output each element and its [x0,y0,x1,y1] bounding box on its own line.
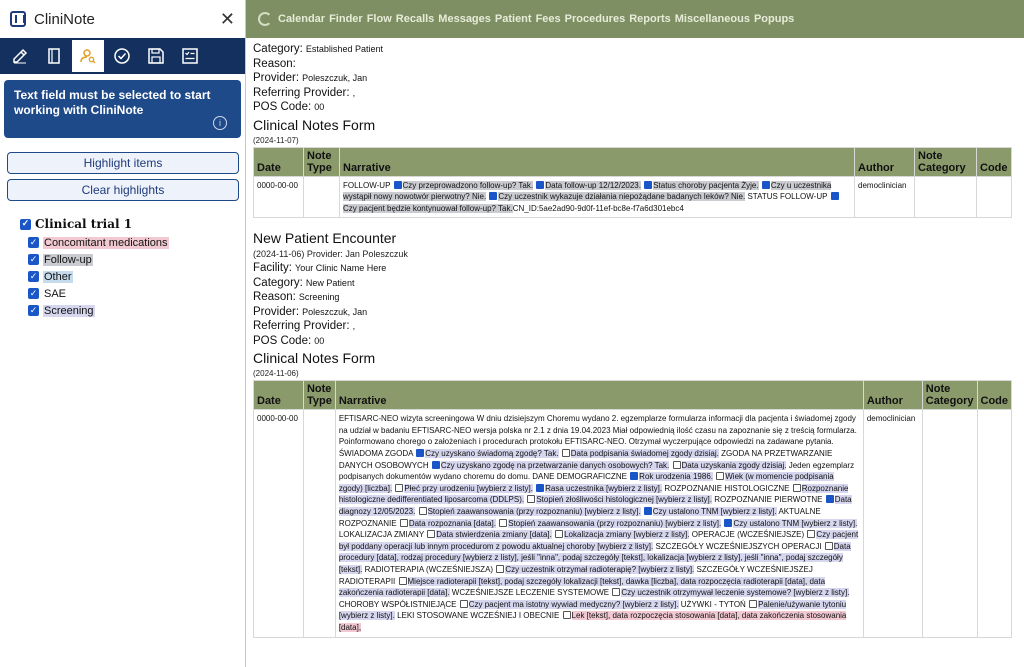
col-narrative: Narrative [340,147,855,176]
form-date: (2024-11-07) [253,135,299,145]
table-row [254,410,1012,637]
narrative-checkbox[interactable] [527,495,535,503]
col-note-type: Note Type [303,381,335,410]
narrative-checkbox[interactable] [427,530,435,538]
menu-reports[interactable]: Reports [629,13,671,25]
narrative-checkbox[interactable] [644,181,652,189]
category-label: Category: [253,43,303,55]
narrative-checkbox[interactable] [724,519,732,527]
pos-code-label: POS Code: [253,334,312,347]
narrative-checkbox[interactable] [555,530,563,538]
clinical-notes-table [253,380,1012,637]
col-author: Author [863,381,922,410]
narrative-checkbox[interactable] [499,519,507,527]
provider-label: Provider: [253,305,300,318]
col-note-category: Note Category [915,147,977,176]
sidebar-title: CliniNote [34,10,95,28]
cell-note-type [303,410,335,637]
category-value: Established Patient [305,44,383,54]
table-header-row [254,147,1012,176]
info-message-box [4,80,241,138]
col-note-type: Note Type [304,147,340,176]
col-date: Date [254,147,304,176]
narrative-checkbox[interactable] [612,588,620,596]
edit-icon[interactable] [4,40,36,72]
narrative-checkbox[interactable] [716,472,724,480]
tree-item-checkbox[interactable] [28,305,39,316]
tree-item-checkbox[interactable] [28,271,39,282]
check-circle-icon[interactable] [106,40,138,72]
refresh-icon[interactable] [258,12,272,26]
highlight-items-button[interactable]: Highlight items [7,152,239,174]
col-narrative: Narrative [335,381,863,410]
narrative-checkbox[interactable] [496,565,504,573]
col-code: Code [977,147,1012,176]
tree-root-checkbox[interactable] [20,219,31,230]
cell-date: 0000-00-00 [254,176,304,218]
menu-messages[interactable]: Messages [438,13,491,25]
narrative-checkbox[interactable] [536,181,544,189]
referring-provider-value: , [352,87,356,98]
category-value: New Patient [305,277,355,288]
clinical-notes-form-title: Clinical Notes Form [253,116,376,133]
tree-item-label: Other [44,270,72,283]
clinical-notes-form-title: Clinical Notes Form [253,350,376,367]
clininote-sidebar [0,0,246,667]
narrative-checkbox[interactable] [562,449,570,457]
tree-item-label: SAE [44,287,67,300]
clinical-notes-table [253,147,1012,219]
tree-item-checkbox[interactable] [28,288,39,299]
tree-item-other [28,268,245,285]
tree-item-label: Screening [44,304,94,317]
menu-recalls[interactable]: Recalls [395,13,435,25]
tree-item-checkbox[interactable] [28,237,39,248]
info-icon[interactable]: i [213,116,227,130]
tree-item-label: Concomitant medications [44,236,168,249]
menu-patient[interactable]: Patient [494,13,532,25]
narrative-checkbox[interactable] [460,600,468,608]
main-area [246,0,1024,667]
narrative-checkbox[interactable] [395,484,403,492]
narrative-checkbox[interactable] [826,495,834,503]
narrative-checkbox[interactable] [749,600,757,608]
col-date: Date [254,381,304,410]
cell-code [977,410,1012,637]
close-icon[interactable]: ✕ [219,8,235,29]
menu-procedures[interactable]: Procedures [564,13,626,25]
narrative-checkbox[interactable] [416,449,424,457]
cell-note-category [922,410,977,637]
narrative-checkbox[interactable] [399,577,407,585]
provider-value: Poleszczuk, Jan [302,73,368,83]
encounter-header: (2024-11-06) Provider: Jan Poleszczuk [253,249,408,260]
facility-value: Your Clinic Name Here [295,263,387,274]
reason-label: Reason: [253,291,296,304]
table-row [254,176,1012,218]
narrative-checkbox[interactable] [825,542,833,550]
referring-provider-label: Referring Provider: [253,86,350,99]
col-note-category: Note Category [922,381,977,410]
referring-provider-value: , [352,321,356,332]
pos-code-label: POS Code: [253,101,312,113]
encounter-content [246,38,1024,642]
sidebar-tabbar [0,38,245,74]
narrative-checkbox[interactable] [644,507,652,515]
narrative-checkbox[interactable] [432,461,440,469]
info-message-text: Text field must be selected to start working with CliniNote [14,88,211,117]
cell-author: democlinician [863,410,922,637]
col-author: Author [855,147,915,176]
narrative-checkbox[interactable] [673,461,681,469]
sidebar-header [0,0,245,38]
narrative-checkbox[interactable] [563,611,571,619]
provider-label: Provider: [253,72,300,84]
encounter-title: New Patient Encounter [253,230,397,247]
referring-provider-label: Referring Provider: [253,320,350,333]
tree-item-sae [28,285,245,302]
document-icon[interactable] [38,40,70,72]
narrative-checkbox[interactable] [630,472,638,480]
narrative-checkbox[interactable] [793,484,801,492]
form-date: (2024-11-06) [253,369,299,379]
menu-fees[interactable]: Fees [535,13,561,25]
reason-label: Reason: [253,57,296,70]
cell-author: democlinician [855,176,915,218]
menu-calendar[interactable]: Calendar [278,13,326,25]
reason-value: Screening [298,292,340,303]
cell-note-category [915,176,977,218]
col-code: Code [977,381,1012,410]
menu-popups[interactable]: Popups [753,13,795,25]
narrative-checkbox[interactable] [394,181,402,189]
narrative-checkbox[interactable] [400,519,408,527]
cell-narrative: EFTISARC-NEO wizyta screeningowa W dniu dzisiejszym Choremu wydano 2. egzemplarze formularza informacji dla pacjenta i świadomej zgody na udział w badaniu EFTISARC-NEO wersja polska nr 2.1 z dnia 19.04.2023 Miał odpowiednią ilość czasu na zapoznanie się z treścią formularza. Poinformowano chorego o założeniach i procedurach protokołu EFTISARC-NEO. Otrzymał wyczerpujące odpowiedzi na zadawane pytania. ŚWIADOMA ZGODA Czy uzyskano świadomą zgodę? Tak. Data podpisania świadomej zgody dzisiaj. ZGODA NA PRZETWARZANIE DANYCH OSOBOWYCH Czy uzyskano zgodę na przetwarzanie danych osobowych? Tak. Data uzyskania zgody dzisiaj. Jeden egzemplarz podpisanych dokumentów wydano choremu do domu. DANE DEMOGRAFICZNE Rok urodzenia 1986. Wiek (w momencie podpisania zgody) [liczba]. Płeć przy urodzeniu [wybierz z listy]. Rasa uczestnika [wybierz z listy]. ROZPOZNANIE HISTOLOGICZNE Rozpoznanie histologiczne dedifferentiated liposarcoma (DDLPS). Stopień złośliwości histologicznej [wybierz z listy]. ROZPOZNANIE PIERWOTNE Data diagnozy 12/05/2023. Stopień zaawansowania (przy rozpoznaniu) [wybierz z listy]. Czy ustalono TNM [wybierz z listy]. AKTUALNE ROZPOZNANIE Data rozpoznania [data]. Stopień zaawansowania (przy rozpoznaniu) [wybierz z listy]. Czy ustalono TNM [wybierz z listy]. LOKALIZACJA ZMIANY Data stwierdzenia zmiany [data]. Lokalizacja zmiany [wybierz z listy]. OPERACJE (WCZEŚNIEJSZE) Czy pacjent był poddany operacji lub innym procedurom z powodu aktualnej choroby [wybierz z listy]. SZCZEGÓŁY WCZEŚNIEJSZYCH OPERACJI Data procedury [data], rodzaj procedury [wybierz z listy], jeśli "inna", podaj szczegóły [tekst], lokalizacja [wybierz z listy], jeśli "inna", podaj szczegóły [tekst]. RADIOTERAPIA (WCZEŚNIEJSZA) Czy uczestnik otrzymał radioterapię? [wybierz z listy]. SZCZEGÓŁY WCZEŚNIEJSZEJ RADIOTERAPII Miejsce radioterapii [tekst], podaj szczegóły lokalizacji [tekst], dawka [liczba], data rozpoczęcia radioterapii [data], data zakończenia radioterapii [data]. WCZEŚNIEJSZE LECZENIE SYSTEMOWE Czy uczestnik otrzymywał leczenie systemowe? [wybierz z listy]. CHOROBY WSPÓŁISTNIEJĄCE Czy pacjent ma istotny wywiad medyczny? [wybierz z listy]. UŻYWKI - TYTOŃ Palenie/używanie tytoniu [wybierz z listy]. LEKI STOSOWANE WCZEŚNIEJ I OBECNIE Lek [tekst], data rozpoczęcia stosowania [data], data zakończenia stosowania [data], [335,410,863,637]
narrative-checkbox[interactable] [489,192,497,200]
tree-item-concomitant-medications [28,234,245,251]
menu-miscellaneous[interactable]: Miscellaneous [674,13,750,25]
tree-item-follow-up [28,251,245,268]
narrative-checkbox[interactable] [762,181,770,189]
clear-highlights-button[interactable]: Clear highlights [7,179,239,201]
menu-finder[interactable]: Finder [329,13,363,25]
narrative-checkbox[interactable] [831,192,839,200]
tree-root [20,217,245,231]
narrative-checkbox[interactable] [419,507,427,515]
tree-root-label: Clinical trial 1 [35,217,133,231]
clininote-logo-icon [10,11,26,27]
narrative-checkbox[interactable] [536,484,544,492]
cell-date: 0000-00-00 [254,410,304,637]
pos-code-value: 00 [314,335,325,346]
menu-flow[interactable]: Flow [366,13,392,25]
checklist-icon[interactable] [174,40,206,72]
top-menu-bar [246,0,1024,38]
facility-label: Facility: [253,262,292,275]
cell-narrative: FOLLOW-UP Czy przeprowadzono follow-up? Tak. Data follow-up 12/12/2023. Status choroby pacjenta Żyje. Czy u uczestnika wystąpił nowy nowotwór pierwotny? Nie. Czy uczestnik wykazuje działania niepożądane badanych leków? Nie. STATUS FOLLOW-UP Czy pacjent będzie kontynuował follow-up? Tak.CN_ID:5ae2ad90-9d0f-11ef-bc8e-f7a6d301ebc4 [340,176,855,218]
category-label: Category: [253,276,303,289]
tree-item-checkbox[interactable] [28,254,39,265]
cell-note-type [304,176,340,218]
provider-value: Poleszczuk, Jan [302,306,368,317]
category-tree [0,217,245,319]
tree-item-screening [28,302,245,319]
narrative-checkbox[interactable] [807,530,815,538]
tree-item-label: Follow-up [44,253,92,266]
pos-code-value: 00 [314,102,325,112]
user-search-icon[interactable] [72,40,104,72]
cell-code [977,176,1012,218]
save-icon[interactable] [140,40,172,72]
table-header-row [254,381,1012,410]
